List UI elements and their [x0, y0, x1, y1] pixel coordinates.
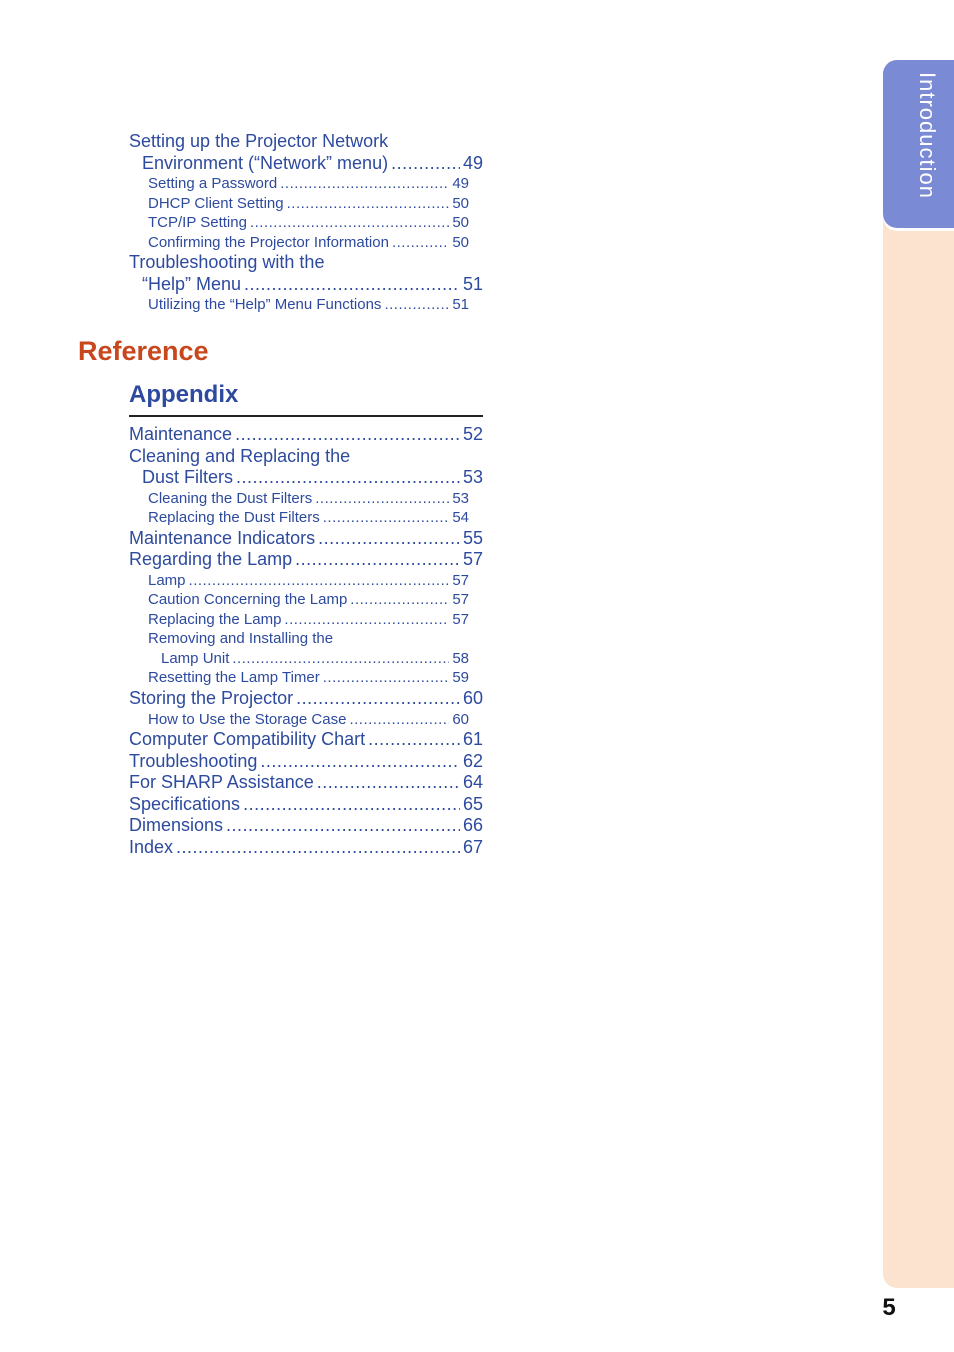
toc-leader-dots [280, 174, 449, 194]
toc-entry-page: 57 [462, 549, 483, 570]
toc-entry-page: 49 [462, 152, 483, 173]
toc-leader-dots [244, 274, 460, 296]
toc-leader-dots [260, 751, 460, 773]
toc-entry-page: 58 [452, 649, 469, 667]
toc-entry-title: For SHARP Assistance [129, 772, 314, 793]
reference-heading: Reference [78, 336, 209, 366]
toc-entry[interactable] [129, 528, 483, 550]
toc-entry-page: 67 [462, 837, 483, 858]
toc-leader-dots [235, 424, 460, 446]
toc-entry-title: Removing and Installing the [148, 630, 334, 648]
toc-entry-page: 60 [452, 710, 469, 728]
toc-appendix-section [129, 424, 483, 859]
toc-entry-title: Index [129, 837, 174, 858]
toc-leader-dots [232, 649, 449, 669]
toc-leader-dots [284, 610, 449, 630]
toc-entry[interactable] [129, 837, 483, 859]
toc-leader-dots [315, 489, 449, 509]
toc-entry-title: Environment (“Network” menu) [142, 152, 389, 173]
toc-leader-dots [296, 688, 460, 710]
toc-entry-title: Dust Filters [142, 467, 234, 488]
toc-leader-dots [391, 153, 460, 175]
toc-entry[interactable] [129, 233, 469, 253]
toc-leader-dots [318, 528, 460, 550]
toc-entry[interactable] [129, 153, 483, 175]
toc-entry-page: 49 [452, 175, 469, 193]
toc-entry-page: 59 [452, 669, 469, 687]
toc-entry[interactable] [129, 508, 469, 528]
toc-entry-page: 52 [462, 424, 483, 444]
toc-entry-title: DHCP Client Setting [148, 194, 284, 212]
toc-entry[interactable] [129, 649, 469, 669]
toc-entry[interactable] [129, 213, 469, 233]
toc-entry-page: 60 [462, 687, 483, 708]
toc-leader-dots [368, 729, 460, 751]
toc-entry-title: Maintenance [129, 424, 233, 444]
toc-entry-page: 53 [462, 467, 483, 488]
toc-entry[interactable] [129, 274, 483, 296]
toc-entry-title: Specifications [129, 793, 241, 814]
toc-entry-title: Utilizing the “Help” Menu Functions [148, 296, 382, 314]
toc-entry-title: Dimensions [129, 815, 224, 836]
toc-entry-title: Replacing the Dust Filters [148, 509, 320, 527]
toc-entry[interactable] [129, 751, 483, 773]
toc-entry[interactable] [129, 610, 469, 630]
toc-entry-title: Lamp [148, 571, 186, 589]
toc-entry-page: 50 [452, 194, 469, 212]
page-number: 5 [882, 1294, 896, 1321]
toc-entry-title: How to Use the Storage Case [148, 710, 347, 728]
toc-entry-title: Cleaning the Dust Filters [148, 489, 313, 507]
toc-entry [129, 629, 469, 649]
toc-entry[interactable] [129, 571, 469, 591]
toc-entry-title: Replacing the Lamp [148, 610, 282, 628]
toc-entry-page: 51 [452, 296, 469, 314]
toc-entry[interactable] [129, 729, 483, 751]
toc-entry-page: 51 [462, 273, 483, 294]
toc-entry-title: Confirming the Projector Information [148, 233, 389, 251]
toc-entry-page: 57 [452, 571, 469, 589]
toc-entry-title: Setting a Password [148, 175, 278, 193]
toc-leader-dots [350, 590, 449, 610]
toc-leader-dots [243, 794, 460, 816]
toc-entry-title: Cleaning and Replacing the [129, 445, 351, 466]
toc-leader-dots [250, 213, 449, 233]
toc-entry-title: Troubleshooting with the [129, 252, 325, 273]
toc-entry-title: Lamp Unit [161, 649, 230, 667]
toc-entry[interactable] [129, 710, 469, 730]
toc-leader-dots [287, 194, 450, 214]
toc-entry[interactable] [129, 794, 483, 816]
toc-entry-title: Resetting the Lamp Timer [148, 669, 320, 687]
toc-entry[interactable] [129, 174, 469, 194]
toc-entry [129, 252, 483, 274]
toc-entry-page: 54 [452, 509, 469, 527]
toc-entry-title: Troubleshooting [129, 750, 258, 771]
toc-leader-dots [323, 508, 450, 528]
toc-network-help-section [129, 131, 483, 315]
toc-leader-dots [295, 549, 460, 571]
toc-entry-title: Caution Concerning the Lamp [148, 591, 348, 609]
toc-entry-page: 62 [462, 750, 483, 771]
toc-entry-page: 57 [452, 591, 469, 609]
toc-entry-page: 50 [452, 214, 469, 232]
toc-leader-dots [236, 467, 460, 489]
toc-entry[interactable] [129, 815, 483, 837]
toc-entry [129, 446, 483, 468]
toc-entry-title: Setting up the Projector Network [129, 131, 389, 151]
toc-leader-dots [384, 295, 449, 315]
toc-entry[interactable] [129, 668, 469, 688]
toc-entry[interactable] [129, 467, 483, 489]
toc-leader-dots [189, 571, 450, 591]
toc-leader-dots [323, 668, 450, 688]
toc-entry-title: Maintenance Indicators [129, 527, 316, 548]
toc-entry-page: 64 [462, 772, 483, 793]
appendix-divider [129, 415, 483, 417]
toc-entry [129, 131, 483, 153]
appendix-heading: Appendix [129, 381, 239, 408]
toc-entry-page: 50 [452, 233, 469, 251]
toc-entry[interactable] [129, 424, 483, 446]
toc-leader-dots [317, 772, 460, 794]
toc-entry[interactable] [129, 688, 483, 710]
toc-entry-title: “Help” Menu [142, 273, 242, 294]
toc-entry-page: 66 [462, 815, 483, 836]
toc-entry[interactable] [129, 489, 469, 509]
toc-leader-dots [392, 233, 449, 253]
toc-entry-page: 61 [462, 729, 483, 750]
toc-leader-dots [176, 837, 460, 859]
toc-entry[interactable] [129, 590, 469, 610]
toc-leader-dots [226, 815, 460, 837]
toc-entry-page: 53 [452, 489, 469, 507]
toc-entry-title: Computer Compatibility Chart [129, 729, 366, 750]
toc-entry[interactable] [129, 194, 469, 214]
side-tab-strip [883, 60, 954, 1288]
toc-entry[interactable] [129, 295, 469, 315]
toc-entry-page: 55 [462, 527, 483, 548]
toc-entry-title: Regarding the Lamp [129, 549, 293, 570]
toc-leader-dots [349, 710, 449, 730]
toc-entry[interactable] [129, 772, 483, 794]
toc-entry-title: Storing the Projector [129, 687, 294, 708]
side-tab-label: Introduction [915, 72, 940, 199]
toc-entry-page: 65 [462, 793, 483, 814]
toc-entry-title: TCP/IP Setting [148, 214, 247, 232]
toc-entry[interactable] [129, 549, 483, 571]
toc-entry-page: 57 [452, 610, 469, 628]
